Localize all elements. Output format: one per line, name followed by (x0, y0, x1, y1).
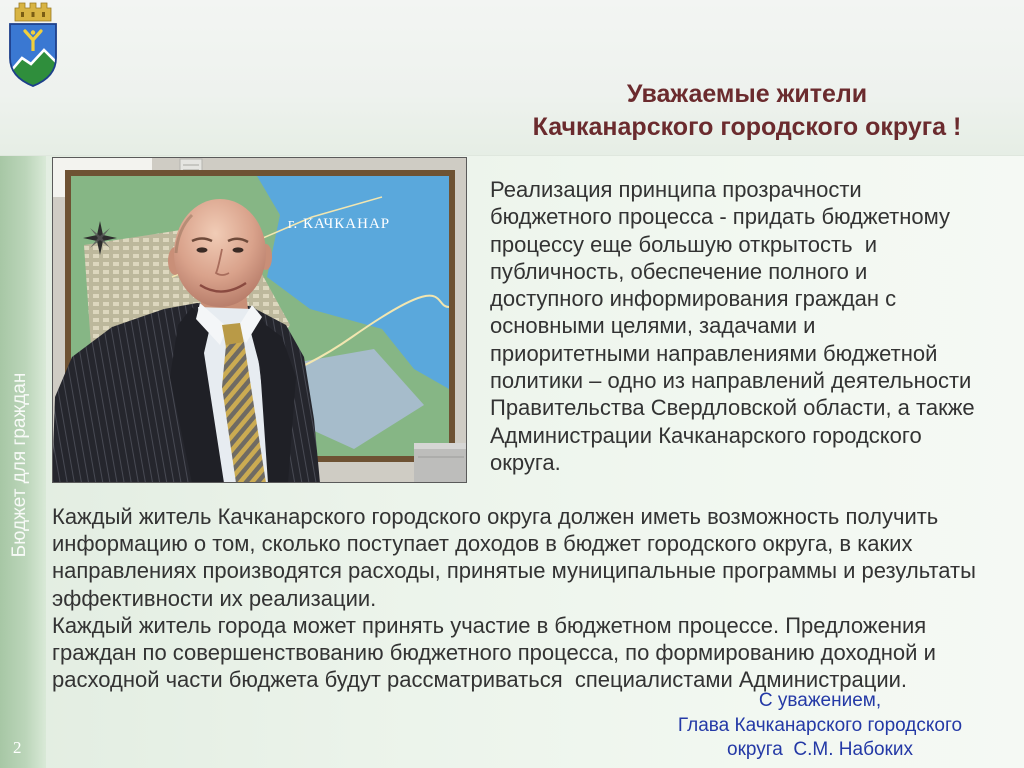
intro-paragraph (490, 176, 975, 476)
map-label: г. КАЧКАНАР (288, 216, 391, 232)
official-photo (52, 157, 467, 483)
body-paragraph (52, 612, 976, 694)
man-eye-right (233, 247, 244, 252)
body-line: направлениях производятся расходы, принятые муниципальные программы и результаты (52, 558, 976, 584)
title-line: Уважаемые жители (626, 80, 868, 108)
intro-line: публичность, обеспечение полного и (490, 258, 868, 284)
intro-line: процессу еще большую открытость и (490, 231, 878, 257)
title-line: Качканарского городского округа ! (532, 113, 962, 141)
body-line: Каждый житель города может принять участие в бюджетном процессе. Предложения (52, 612, 927, 638)
intro-line: политики – одно из направлений деятельности (490, 368, 972, 394)
intro-line: округа. (490, 449, 561, 475)
coat-of-arms-icon (4, 0, 62, 88)
body-line: расходной части бюджета будут рассматриваться специалистами Администрации. (52, 667, 908, 693)
body-paragraph (52, 503, 976, 612)
signature-line: Глава Качканарского городского (677, 714, 963, 736)
body-line: Каждый житель Качканарского городского округа должен иметь возможность получить (52, 504, 939, 529)
man-eye-left (197, 247, 208, 252)
intro-line: приоритетными направлениями бюджетной (490, 340, 938, 366)
intro-line: Правительства Свердловской области, а также (490, 395, 975, 421)
office-printer (414, 443, 467, 483)
intro-line: основными целями, задачами и (490, 313, 816, 339)
intro-line: Администрации Качканарского городского (490, 422, 922, 448)
intro-line: бюджетного процесса - придать бюджетному (490, 204, 950, 230)
body-line: граждан по совершенствованию бюджетного процесса, по формированию доходной и (52, 640, 936, 666)
intro-line: Реализация принципа прозрачности (490, 177, 862, 202)
body-line: эффективности их реализации. (52, 585, 377, 611)
body-line: информацию о том, сколько поступает доходов в бюджет городского округа, в каких (52, 531, 913, 557)
signature-line: С уважением, (758, 690, 882, 711)
body-text (52, 503, 976, 693)
side-label: Бюджет для граждан (9, 372, 30, 558)
crown-icon (15, 3, 51, 21)
page-number: 2 (13, 738, 22, 757)
signature (650, 689, 990, 763)
slide-title (500, 78, 994, 144)
intro-line: доступного информирования граждан с (490, 286, 897, 312)
signature-line: округа С.М. Набоких (727, 739, 913, 760)
